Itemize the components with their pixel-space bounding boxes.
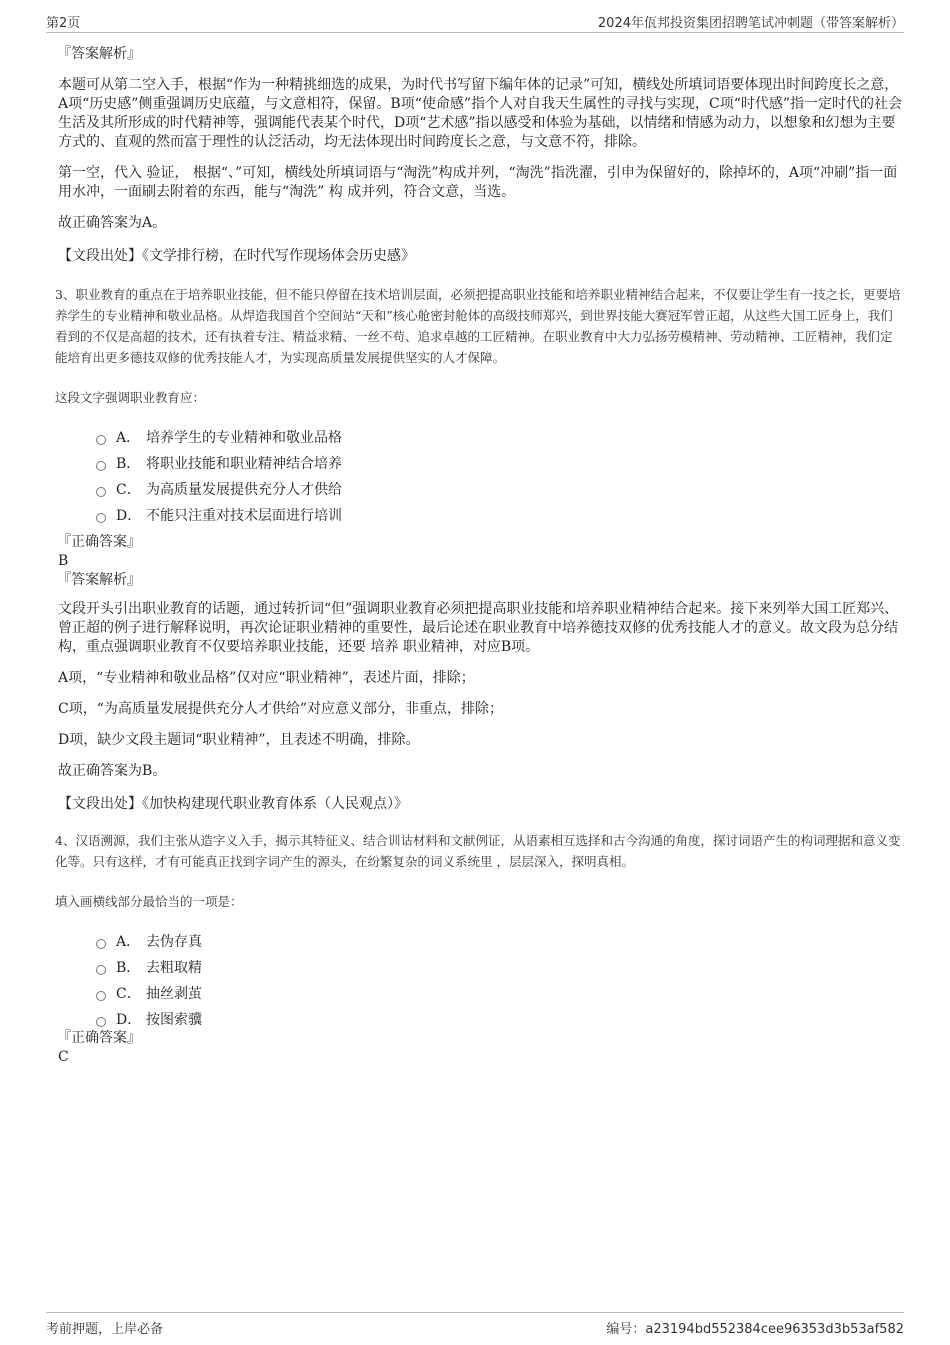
option-text: 不能只注重对技术层面进行培训	[146, 508, 342, 524]
option-text: 按图索骥	[146, 1012, 202, 1028]
document-id: 编号：a23194bd552384cee96353d3b53af582	[606, 1322, 904, 1337]
radio-button[interactable]	[96, 487, 106, 497]
q2-analysis	[58, 76, 903, 266]
radio-button[interactable]	[96, 991, 106, 1001]
page-content	[55, 44, 903, 1066]
analysis-paragraph: 第一空，代入 验证， 根据“、”可知，横线处所填词语与“淘洗”构成并列，“淘洗”指洗濯，引申为保留好的，除掉坏的，A项“冲刷”指一面用水冲，一面刷去附着的东西，能与“淘洗” 构 成并列，符合文意，当选。	[58, 165, 898, 200]
page-header	[46, 10, 904, 33]
question-3-stem: 3、职业教育的重点在于培养职业技能，但不能只停留在技术培训层面，必须把提高职业技能和培养职业精神结合起来，不仅要让学生有一技之长，更要培养学生的专业精神和敬业品格。从焊造我国首个空间站“天和”核心舱密封舱体的高级技师郑兴，到世界技能大赛冠军曾正超，从这些大国工匠身上，我们看到的不仅是高超的技术，还有执着专注、精益求精、一丝不苟、追求卓越的工匠精神。在职业教育中大力弘扬劳模精神、劳动精神、工匠精神，我们定能培育出更多德技双修的优秀技能人才，为实现高质量发展提供坚实的人才保障。	[55, 287, 901, 365]
question-4-stem: 4、汉语溯源，我们主张从造字义入手，揭示其特征义、结合训诂材料和文献例证，从语素相互选择和古今沟通的角度，探讨词语产生的构词理据和意义变化等。只有这样，才有可能真正找到字词产生的源头，在纷繁复杂的词义系统里 ，层层深入，探明真相。	[55, 833, 901, 869]
conclusion: 故正确答案为A。	[58, 215, 167, 231]
option-a[interactable]	[96, 424, 903, 450]
radio-button[interactable]	[96, 435, 106, 445]
correct-answer-label: 『正确答案』	[57, 1030, 141, 1046]
option-text: 去粗取精	[146, 960, 202, 976]
option-text: 将职业技能和职业精神结合培养	[146, 456, 342, 472]
question-3-prompt: 这段文字强调职业教育应：	[55, 390, 206, 405]
page-number: 第2页	[46, 15, 81, 31]
analysis-paragraph: C项，“为高质量发展提供充分人才供给”对应意义部分，非重点，排除；	[58, 701, 504, 717]
option-text: 去伪存真	[146, 934, 202, 950]
analysis-paragraph: A项，“专业精神和敬业品格”仅对应“职业精神”，表述片面，排除；	[58, 670, 475, 686]
analysis-paragraph: 本题可从第二空入手，根据“作为一种精挑细选的成果，为时代书写留下编年体的记录”可知，横线处所填词语要体现出时间跨度长之意，A项“历史感”侧重强调历史底蕴，与文意相符，保留。B项“使命感”指个人对自我天生属性的寻找与实现，C项“时代感”指一定时代的社会生活及其所形成的时代精神等，强调能代表某个时代，D项“艺术感”指以感受和体验为基础，以情绪和情感为动力，以想象和幻想为主要方式的、直观的然而富于理性的认泛活动，均无法体现出时间跨度长之意，与文意不符，排除。	[58, 77, 903, 150]
source-citation: 【文段出处】《文学排行榜，在时代写作现场体会历史感》	[58, 248, 415, 264]
option-a[interactable]	[96, 928, 903, 954]
footer-slogan: 考前押题，上岸必备	[46, 1322, 164, 1337]
option-letter: C．	[116, 986, 141, 1002]
question-4-options	[55, 928, 903, 1032]
analysis-paragraph: D项，缺少文段主题词“职业精神”，且表述不明确，排除。	[58, 732, 420, 748]
analysis-label: 『答案解析』	[57, 46, 141, 62]
radio-button[interactable]	[96, 939, 106, 949]
option-b[interactable]	[96, 450, 903, 476]
analysis-label: 『答案解析』	[57, 572, 141, 588]
radio-button[interactable]	[96, 1017, 106, 1027]
option-text: 为高质量发展提供充分人才供给	[146, 482, 342, 498]
document-title: 2024年佤邦投资集团招聘笔试冲刺题（带答案解析）	[597, 15, 904, 31]
option-b[interactable]	[96, 954, 903, 980]
option-text: 抽丝剥茧	[146, 986, 202, 1002]
option-d[interactable]	[96, 502, 903, 528]
analysis-paragraph: 文段开头引出职业教育的话题，通过转折词“但”强调职业教育必须把提高职业技能和培养职业精神结合起来。接下来列举大国工匠郑兴、曾正超的例子进行解释说明，再次论证职业精神的重要性，最后论述在职业教育中培养德技双修的优秀技能人才的意义。故文段为总分结构，重点强调职业教育不仅要培养职业技能，还要 培养 职业精神，对应B项。	[58, 601, 899, 655]
option-letter: D．	[116, 1012, 142, 1028]
option-letter: C．	[116, 482, 141, 498]
correct-answer: B	[58, 553, 69, 569]
question-3-options	[55, 424, 903, 528]
option-letter: B．	[116, 456, 141, 472]
conclusion: 故正确答案为B。	[58, 763, 167, 779]
correct-answer-label: 『正确答案』	[57, 534, 141, 550]
option-text: 培养学生的专业精神和敬业品格	[146, 430, 342, 446]
q3-analysis	[58, 600, 903, 814]
radio-button[interactable]	[96, 461, 106, 471]
option-c[interactable]	[96, 476, 903, 502]
option-letter: A．	[116, 430, 141, 446]
page-footer	[46, 1312, 904, 1337]
source-citation: 【文段出处】《加快构建现代职业教育体系（人民观点）》	[58, 796, 408, 812]
radio-button[interactable]	[96, 513, 106, 523]
radio-button[interactable]	[96, 965, 106, 975]
option-letter: B．	[116, 960, 141, 976]
option-c[interactable]	[96, 980, 903, 1006]
option-letter: D．	[116, 508, 142, 524]
question-4-prompt: 填入画横线部分最恰当的一项是：	[55, 894, 243, 909]
correct-answer: C	[58, 1049, 69, 1065]
option-letter: A．	[116, 934, 141, 950]
